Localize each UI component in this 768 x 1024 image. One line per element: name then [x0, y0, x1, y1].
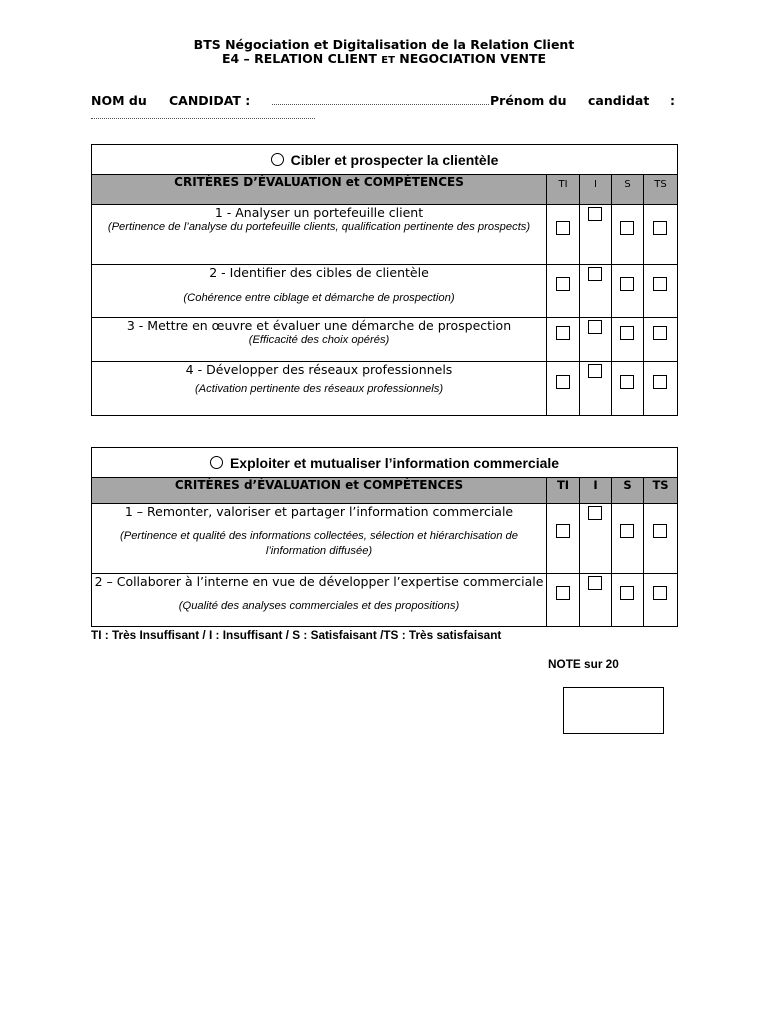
checkbox-i[interactable]: [588, 207, 602, 221]
document-title: BTS Négociation et Digitalisation de la Relation Client: [193, 37, 575, 52]
level-ti-header: TI: [547, 478, 580, 504]
subtitle-part-2: ET: [381, 55, 395, 66]
checkbox-i[interactable]: [588, 506, 602, 520]
checkbox-ts[interactable]: [653, 586, 667, 600]
table-row: [92, 265, 678, 318]
circle-bullet-icon: [210, 456, 223, 469]
criterion-cell: [92, 265, 547, 318]
header-row-2: [92, 478, 678, 504]
prenom-candidat-label: candidat: [588, 93, 650, 108]
level-s-header: S: [612, 175, 644, 205]
note-label: NOTE sur 20: [548, 657, 619, 671]
checkbox-s[interactable]: [620, 375, 634, 389]
checkbox-ti[interactable]: [556, 375, 570, 389]
level-i-header: I: [580, 478, 612, 504]
checkbox-ti[interactable]: [556, 524, 570, 538]
checkbox-i[interactable]: [588, 267, 602, 281]
table-row: [92, 362, 678, 416]
criteria-table-2: [91, 447, 678, 627]
criterion-title: 2 - Identifier des cibles de clientèle: [209, 265, 429, 280]
table-row: [92, 318, 678, 362]
checkbox-ts[interactable]: [653, 277, 667, 291]
checkbox-s[interactable]: [620, 277, 634, 291]
criterion-title: 1 – Remonter, valoriser et partager l’information commerciale: [124, 504, 514, 519]
section-1-title-text: Cibler et prospecter la clientèle: [290, 151, 499, 168]
checkbox-s[interactable]: [620, 586, 634, 600]
checkbox-s[interactable]: [620, 524, 634, 538]
criterion-title: 4 - Développer des réseaux professionnels: [185, 362, 453, 377]
table-row: [92, 504, 678, 574]
nom-label: NOM du: [91, 93, 147, 108]
nom-field[interactable]: [272, 104, 489, 105]
header-row-1: [92, 175, 678, 205]
table-row: [92, 205, 678, 265]
criterion-detail: (Cohérence entre ciblage et démarche de prospection): [183, 292, 455, 304]
note-input-box[interactable]: [563, 687, 664, 734]
prenom-field[interactable]: [91, 118, 315, 119]
criterion-cell: [92, 504, 547, 574]
level-ts-header: TS: [644, 175, 678, 205]
prenom-colon: :: [670, 93, 675, 108]
checkbox-ti[interactable]: [556, 586, 570, 600]
checkbox-s[interactable]: [620, 326, 634, 340]
criterion-title: 2 – Collaborer à l’interne en vue de développer l’expertise commerciale: [94, 574, 544, 589]
criterion-cell: [92, 318, 547, 362]
criterion-title: 1 - Analyser un portefeuille client: [214, 205, 424, 220]
criteria-header: CRITÈRES D’ÉVALUATION et COMPÉTENCES: [92, 175, 547, 205]
prenom-label: Prénom du: [490, 93, 567, 108]
level-i-header: I: [580, 175, 612, 205]
criterion-cell: [92, 205, 547, 265]
criterion-detail: (Efficacité des choix opérés): [248, 334, 390, 346]
subtitle-part-1: E4 – RELATION CLIENT: [221, 51, 382, 66]
criterion-cell: [92, 574, 547, 627]
criteria-table-1: [91, 144, 678, 416]
level-ts-header: TS: [644, 478, 678, 504]
criterion-detail: (Qualité des analyses commerciales et des propositions): [178, 600, 460, 612]
criterion-title: 3 - Mettre en œuvre et évaluer une démarche de prospection: [126, 318, 512, 333]
table-row: [92, 574, 678, 627]
level-ti-header: TI: [547, 175, 580, 205]
checkbox-ts[interactable]: [653, 524, 667, 538]
section-2-title: [92, 448, 678, 478]
criterion-detail: (Activation pertinente des réseaux professionnels): [194, 383, 444, 395]
checkbox-ti[interactable]: [556, 221, 570, 235]
checkbox-ts[interactable]: [653, 221, 667, 235]
criterion-detail: (Pertinence et qualité des informations collectées, sélection et hiérarchisation de l’information diffusée): [120, 530, 518, 557]
checkbox-ti[interactable]: [556, 326, 570, 340]
checkbox-ti[interactable]: [556, 277, 570, 291]
section-2-title-text: Exploiter et mutualiser l’information commerciale: [229, 454, 560, 471]
checkbox-i[interactable]: [588, 576, 602, 590]
document-subtitle: [0, 51, 768, 66]
criterion-cell: [92, 362, 547, 416]
criterion-detail: (Pertinence de l’analyse du portefeuille clients, qualification pertinente des prospects): [107, 221, 531, 233]
circle-bullet-icon: [271, 153, 284, 166]
rating-legend: TI : Très Insuffisant / I : Insuffisant / S : Satisfaisant /TS : Très satisfaisant: [91, 628, 502, 642]
checkbox-i[interactable]: [588, 320, 602, 334]
checkbox-ts[interactable]: [653, 375, 667, 389]
subtitle-part-3: NEGOCIATION VENTE: [394, 51, 547, 66]
criteria-header: CRITÈRES d’ÉVALUATION et COMPÉTENCES: [92, 478, 547, 504]
checkbox-s[interactable]: [620, 221, 634, 235]
section-1-title: [92, 145, 678, 175]
candidat-label: CANDIDAT :: [169, 93, 251, 108]
checkbox-ts[interactable]: [653, 326, 667, 340]
checkbox-i[interactable]: [588, 364, 602, 378]
level-s-header: S: [612, 478, 644, 504]
